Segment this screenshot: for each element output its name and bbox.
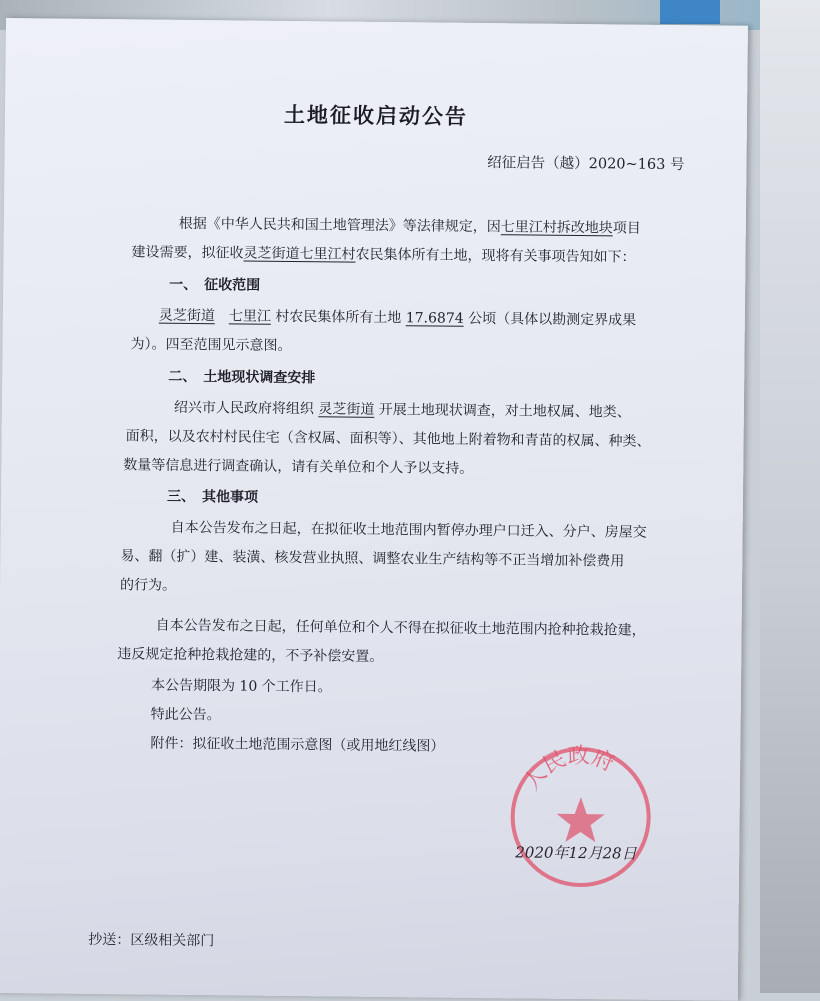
- background-object: [660, 0, 720, 24]
- land-area: 17.6874: [405, 310, 464, 327]
- handwritten-date: 2020年12月28日: [515, 843, 637, 863]
- background-right: [760, 0, 820, 993]
- intro-line-1: 根据《中华人民共和国土地管理法》等法律规定，因七里江村拆改地块项目: [178, 215, 641, 237]
- section-2-line-2: 面积，以及农村村民住宅（含权属、面积等）、其他地上附着物和青苗的权属、种类、: [125, 428, 651, 450]
- section-3-heading: 三、 其他事项: [166, 488, 259, 506]
- seal-text: 人民政府: [519, 743, 618, 796]
- notice-title: 土地征收启动公告: [283, 102, 469, 129]
- copy-to-line: 抄送：区级相关部门: [88, 931, 215, 950]
- intro-line-2: 建设需要，拟征收灵芝街道七里江村农民集体所有土地，现将有关事项告知如下：: [131, 244, 636, 266]
- section-1-line-2: 为）。四至范围见示意图。: [130, 336, 292, 355]
- section-3-para-1-line-2: 易、翻（扩）建、装潢、核发营业执照、调整农业生产结构等不正当增加补偿费用: [120, 548, 625, 570]
- project-name: 七里江村拆改地块: [500, 219, 613, 237]
- section-1-heading: 一、 征收范围: [169, 276, 261, 294]
- notice-paper: [0, 18, 748, 1001]
- attachment-line: 附件：拟征收土地范围示意图（或用地红线图）: [150, 735, 445, 755]
- section-2-line-3: 数量等信息进行调查确认，请有关单位和个人予以支持。: [123, 457, 474, 477]
- section-3-para-1-line-3: 的行为。: [119, 577, 177, 594]
- section-2-heading: 二、 土地现状调查安排: [168, 368, 316, 387]
- section-3-para-2-line-2: 违反规定抢种抢栽抢建的，不予补偿安置。: [117, 646, 384, 665]
- section-3-para-1-line-1: 自本公告发布之日起，在拟征收土地范围内暂停办理户口迁入、分户、房屋交: [170, 519, 647, 541]
- section-2-line-1: 绍兴市人民政府将组织 灵芝街道 开展土地现状调查，对土地权属、地类、: [173, 399, 631, 421]
- section-1-line-1: 灵芝街道 七里江 村农民集体所有土地 17.6874 公顷（具体以勘测定界成果: [158, 307, 637, 329]
- closing-text: 特此公告。: [150, 706, 221, 724]
- document-number: 绍征启告（越）2020~163 号: [487, 155, 685, 174]
- section-3-para-2-line-1: 自本公告发布之日起，任何单位和个人不得在拟征收土地范围内抢种抢栽抢建，: [155, 617, 646, 639]
- village-name: 灵芝街道七里江村: [243, 245, 356, 263]
- notice-period: 本公告期限为 10 个工作日。: [150, 677, 332, 696]
- official-seal-icon: [505, 741, 657, 893]
